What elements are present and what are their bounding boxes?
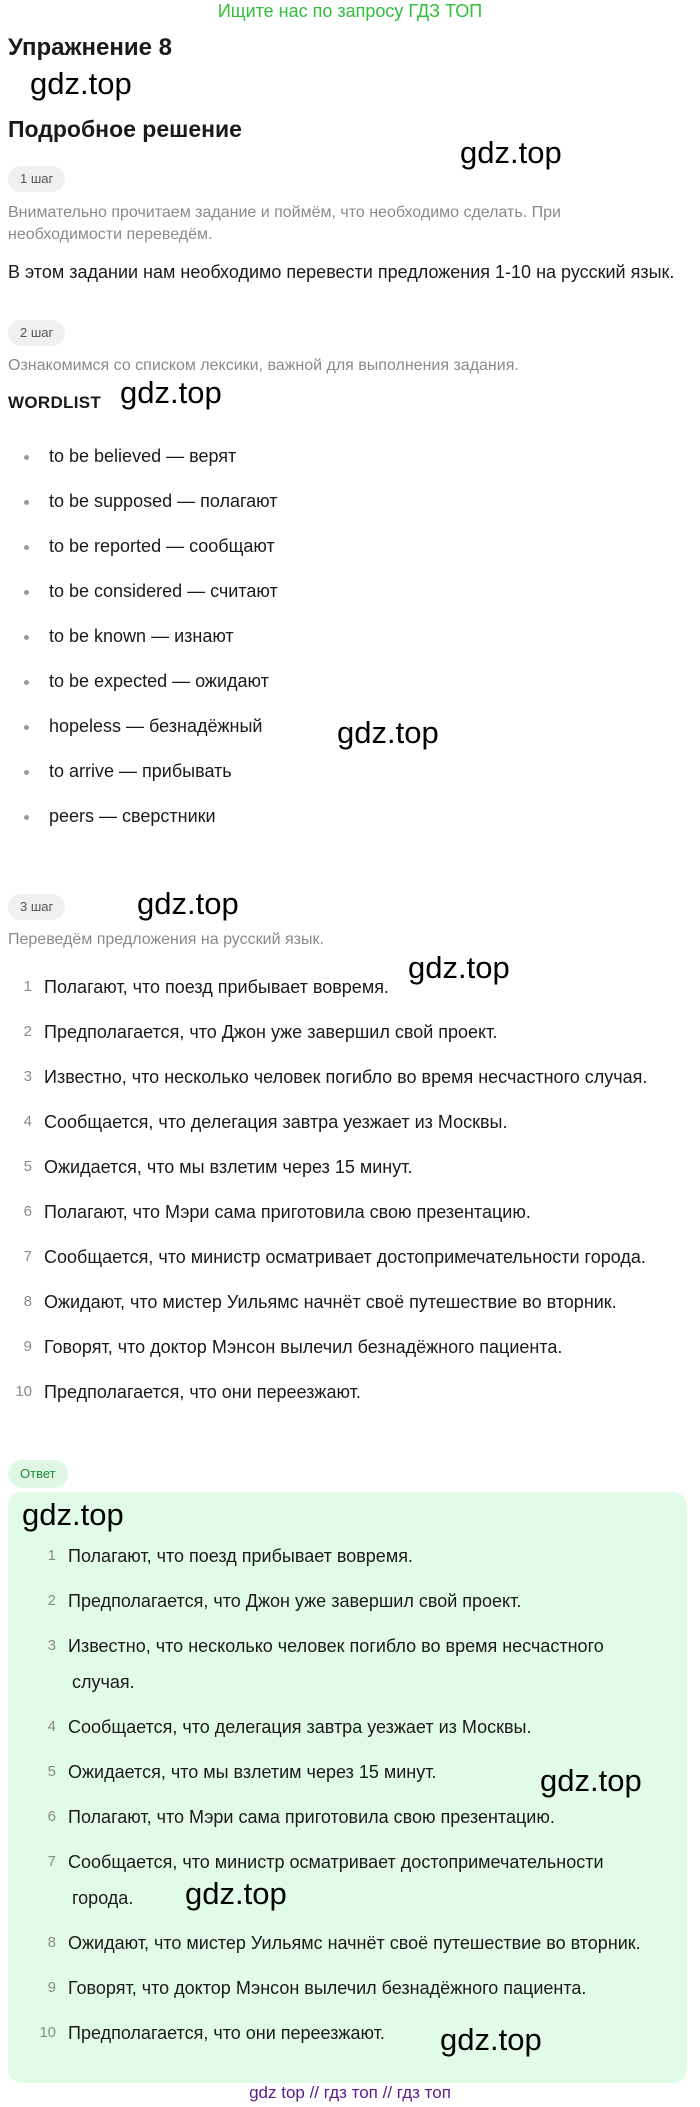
answer-badge: Ответ xyxy=(8,1460,68,1488)
item-number: 4 xyxy=(23,1113,32,1130)
step-2-instruction: Ознакомимся со списком лексики, важной для выполнения задания. xyxy=(8,357,519,374)
watermark: gdz.top xyxy=(22,1497,124,1532)
watermark: gdz.top xyxy=(440,2022,542,2057)
solution-heading: Подробное решение xyxy=(8,116,242,142)
item-number: 7 xyxy=(23,1248,32,1265)
item-number: 2 xyxy=(23,1023,32,1040)
footer-links[interactable]: gdz top // гдз топ // гдз топ xyxy=(249,2083,451,2102)
step-3-badge: 3 шаг xyxy=(8,894,65,920)
bullet-icon xyxy=(24,680,29,685)
item-number: 5 xyxy=(47,1763,56,1780)
item-number: 3 xyxy=(47,1637,56,1654)
bullet-icon xyxy=(24,500,29,505)
watermark: gdz.top xyxy=(185,1876,287,1911)
step-1-instruction: Внимательно прочитаем задание и поймём, что необходимо сделать. При необходимости переведём. xyxy=(8,204,561,243)
step-2-badge: 2 шаг xyxy=(8,320,65,346)
item-number: 1 xyxy=(23,978,32,995)
item-number: 10 xyxy=(39,2024,56,2041)
item-number: 10 xyxy=(15,1383,32,1400)
bullet-icon xyxy=(24,725,29,730)
item-number: 1 xyxy=(47,1547,56,1564)
item-number: 8 xyxy=(23,1293,32,1310)
page-title: Упражнение 8 xyxy=(8,34,172,61)
step-3-instruction: Переведём предложения на русский язык. xyxy=(8,931,324,948)
bullet-icon xyxy=(24,770,29,775)
item-number: 3 xyxy=(23,1068,32,1085)
bullet-icon xyxy=(24,635,29,640)
watermark: gdz.top xyxy=(30,66,132,101)
item-number: 9 xyxy=(47,1979,56,1996)
item-number: 5 xyxy=(23,1158,32,1175)
item-number: 4 xyxy=(47,1718,56,1735)
item-number: 7 xyxy=(47,1853,56,1870)
watermark: gdz.top xyxy=(337,715,439,750)
bullet-icon xyxy=(24,815,29,820)
bullet-icon xyxy=(24,590,29,595)
watermark: gdz.top xyxy=(120,375,222,410)
top-banner: Ищите нас по запросу ГДЗ ТОП xyxy=(217,1,483,21)
step-1-text: В этом задании нам необходимо перевести предложения 1-10 на русский язык. xyxy=(8,262,675,282)
watermark: gdz.top xyxy=(408,950,510,985)
item-number: 8 xyxy=(47,1934,56,1951)
step-1-badge: 1 шаг xyxy=(8,166,65,192)
watermark: gdz.top xyxy=(540,1763,642,1798)
bullet-icon xyxy=(24,455,29,460)
item-number: 9 xyxy=(23,1338,32,1355)
bullet-icon xyxy=(24,545,29,550)
item-number: 6 xyxy=(23,1203,32,1220)
watermark: gdz.top xyxy=(460,135,562,170)
wordlist-title: WORDLIST xyxy=(8,393,102,412)
watermark: gdz.top xyxy=(137,886,239,921)
item-number: 2 xyxy=(47,1592,56,1609)
item-number: 6 xyxy=(47,1808,56,1825)
